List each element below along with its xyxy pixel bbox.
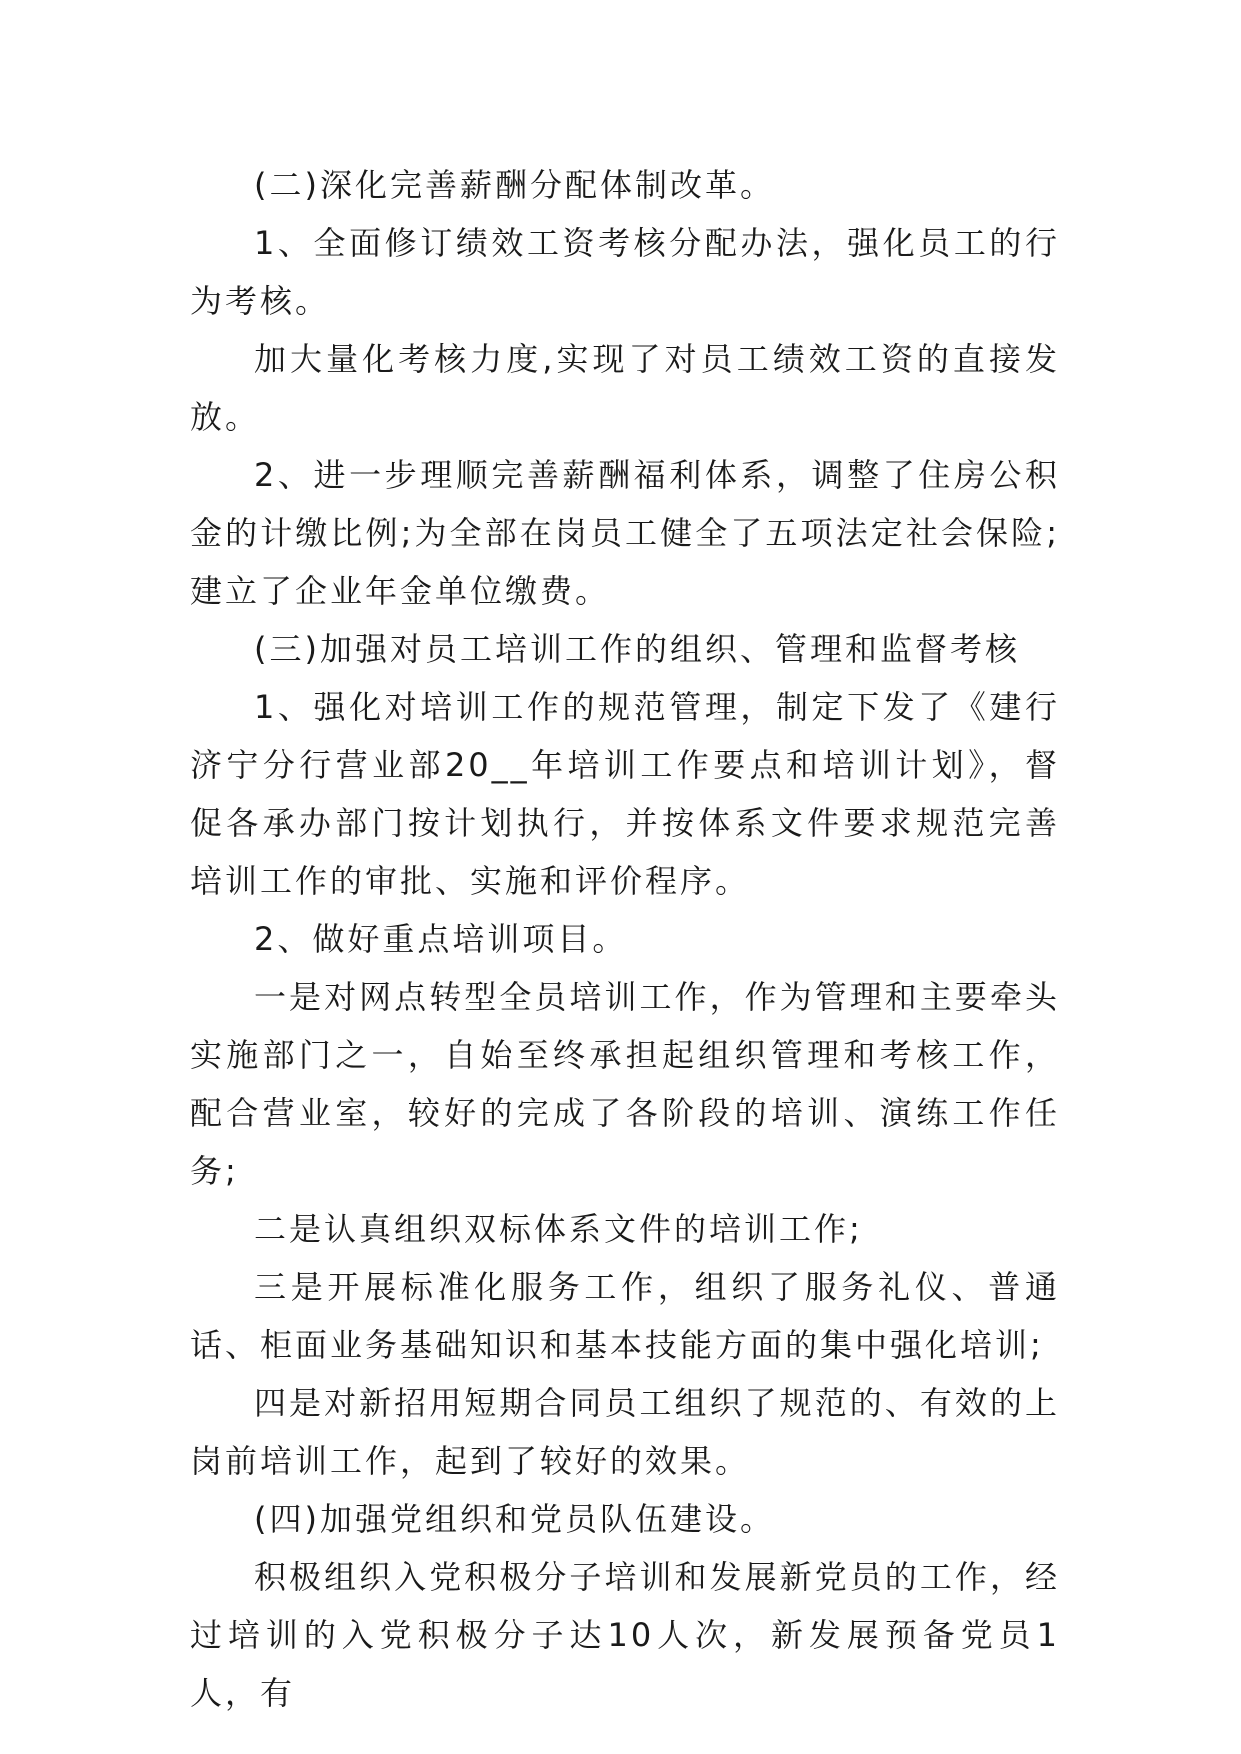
paragraph: 2、进一步理顺完善薪酬福利体系，调整了住房公积金的计缴比例;为全部在岗员工健全了五项法定社会保险;建立了企业年金单位缴费。	[190, 456, 1060, 610]
paragraph: 1、全面修订绩效工资考核分配办法，强化员工的行为考核。	[190, 224, 1060, 320]
document-body	[190, 156, 1060, 1722]
paragraph: 1、强化对培训工作的规范管理，制定下发了《建行济宁分行营业部20__年培训工作要点和培训计划》，督促各承办部门按计划执行，并按体系文件要求规范完善培训工作的审批、实施和评价程序。	[190, 688, 1060, 900]
paragraph: 一是对网点转型全员培训工作，作为管理和主要牵头实施部门之一，自始至终承担起组织管理和考核工作，配合营业室，较好的完成了各阶段的培训、演练工作任务;	[190, 978, 1060, 1190]
section-heading-2: (二)深化完善薪酬分配体制改革。	[254, 166, 775, 204]
paragraph: 2、做好重点培训项目。	[254, 920, 628, 958]
paragraph: 二是认真组织双标体系文件的培训工作;	[254, 1210, 863, 1248]
paragraph: 三是开展标准化服务工作，组织了服务礼仪、普通话、柜面业务基础知识和基本技能方面的集中强化培训;	[190, 1268, 1060, 1364]
paragraph: 四是对新招用短期合同员工组织了规范的、有效的上岗前培训工作，起到了较好的效果。	[190, 1384, 1060, 1480]
paragraph: 加大量化考核力度,实现了对员工绩效工资的直接发放。	[190, 340, 1060, 436]
section-heading-4: (四)加强党组织和党员队伍建设。	[254, 1500, 775, 1538]
paragraph: 积极组织入党积极分子培训和发展新党员的工作，经过培训的入党积极分子达10人次，新发展预备党员1人，有	[190, 1558, 1060, 1712]
section-heading-3: (三)加强对员工培训工作的组织、管理和监督考核	[254, 630, 1020, 668]
